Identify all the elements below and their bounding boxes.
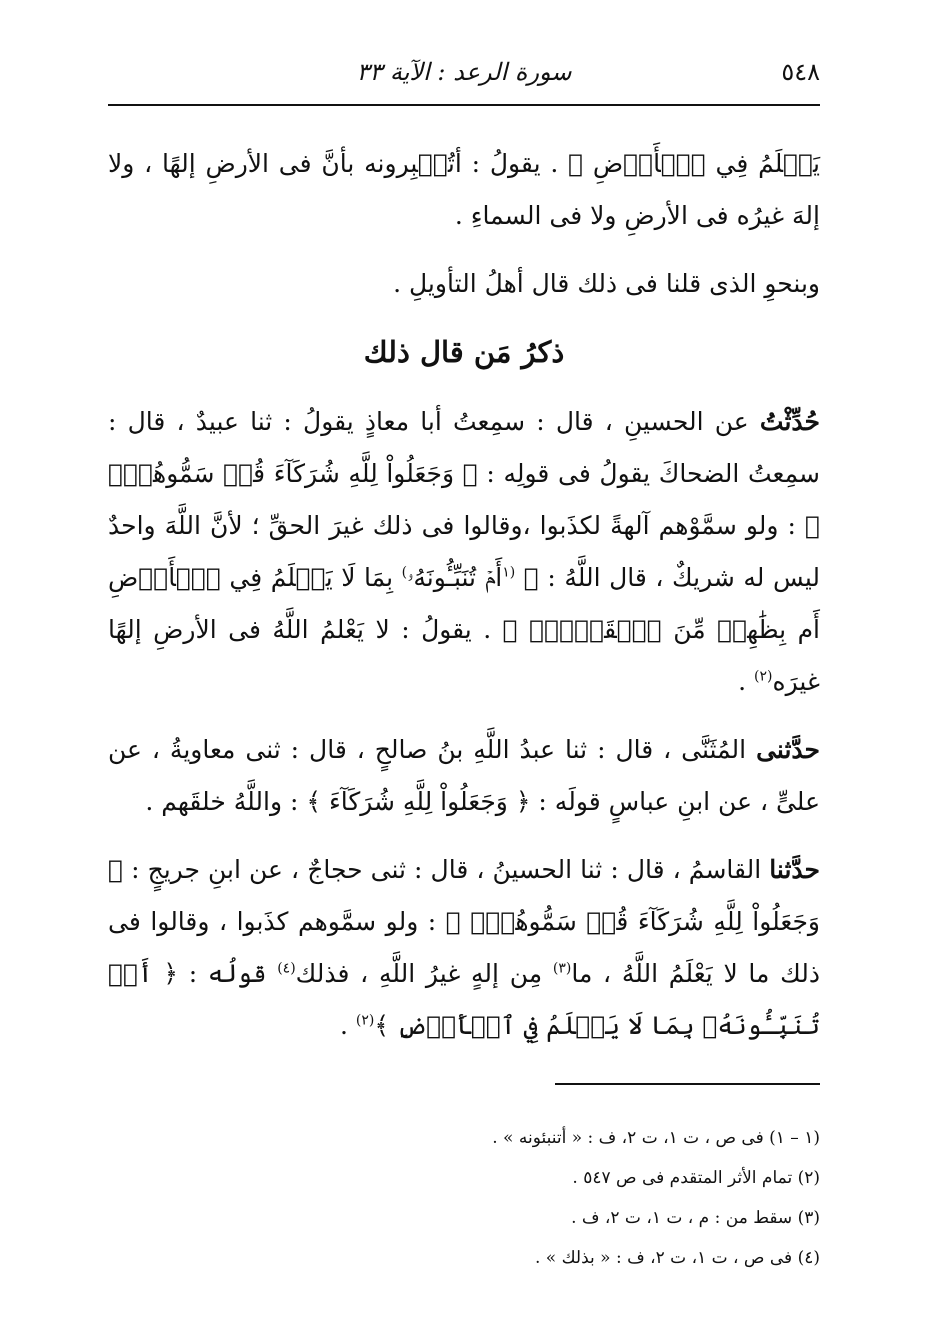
running-title: سورة الرعد : الآية ٣٣ bbox=[356, 58, 572, 86]
paragraph-5 bbox=[108, 844, 820, 1052]
footnote-ref-1-open: (١ bbox=[502, 564, 516, 581]
paragraph-3-text-a: عن الحسينِ ، قال : سمِعتُ أبا معاذٍ يقولُ : ثنا عبيدٌ ، قال : سمِعتُ الضحاكَ يقولُ فى قولِه : ﴿ وَجَعَلُواْ لِلَّهِ شُرَكَآءَ قُلۡ سَمُّوهُمۡۚ ﴾ : ولو سمَّوْهم آلهةً لكذَبوا ،وقالوا فى ذلك غيرَ الحقِّ ؛ لأنَّ اللَّهَ واحدٌ ليس له شريكٌ ، قال اللَّهُ : ﴿ bbox=[108, 407, 821, 592]
footnote-rule bbox=[555, 1083, 820, 1085]
header-rule bbox=[108, 104, 820, 106]
page-number: ٥٤٨ bbox=[781, 58, 820, 86]
paragraph-1: يَعۡلَمُ فِي ٱلۡأَرۡضِ ﴾ . يقولُ : أتُخۡبِرونه بأنَّ فى الأرضِ إلهًا ، ولا إلهَ غيرُه فى الأرضِ ولا فى السماءِ . bbox=[108, 149, 820, 230]
paragraph-3-end: . bbox=[738, 667, 755, 696]
paragraph-3 bbox=[108, 396, 820, 708]
footnote-ref-4: (٤) bbox=[277, 960, 296, 977]
section-heading: ذكرُ مَن قال ذلك bbox=[363, 335, 565, 369]
paragraph-2: وبنحوِ الذى قلنا فى ذلك قال أهلُ التأويلِ . bbox=[393, 269, 820, 298]
main-text bbox=[108, 138, 820, 1068]
footnote-3: (٣) سقط من : م ، ت ١، ت ٢، ف . bbox=[571, 1208, 820, 1228]
narration-lead: حُدِّثْتُ bbox=[759, 407, 821, 436]
footnote-ref-1-close: ) bbox=[401, 564, 408, 581]
paragraph-4 bbox=[108, 724, 820, 828]
page-header bbox=[108, 52, 820, 92]
paragraph-3-text-c: بِمَا لَا يَعۡلَمُ فِي ٱلۡأَرۡضِ أَم بِظَٰهِرٖ مِّنَ ٱلۡقَوۡلِۗ ﴾ . يقولُ : لا يَعْلمُ اللَّهُ فى الأرضِ إلهًا غيرَه bbox=[108, 563, 820, 696]
footnote-2: (٢) تمام الأثر المتقدم فى ص ٥٤٧ . bbox=[572, 1168, 820, 1188]
paragraph-4-text: المُثَنَّى ، قال : ثنا عبدُ اللَّهِ بنُ صالحٍ ، قال : ثنى معاويةُ ، عن علىٍّ ، عن ابنِ عباسٍ قولَه : ﴿ وَجَعَلُواْ لِلَّهِ شُرَكَآءَ ﴾ : واللَّهُ خلقَهم . bbox=[108, 735, 820, 816]
footnote-ref-3: (٣) bbox=[552, 960, 572, 977]
narration-lead: حدَّثنا bbox=[769, 855, 820, 884]
paragraph-3-variant: أَمۡ تُنَبِّـُٔونَهُۥ bbox=[407, 563, 503, 592]
footnote-ref-2b: (٢) bbox=[355, 1012, 375, 1029]
footnote-ref-2: (٢) bbox=[754, 668, 773, 685]
narration-lead: حدَّثنى bbox=[756, 735, 820, 764]
paragraph-5-text-a: القاسمُ ، قال : ثنا الحسينُ ، قال : ثنى حجاجٌ ، عن ابنِ جريجٍ : ﴿ وَجَعَلُواْ لِلَّهِ شُرَكَآءَ قُلۡ سَمُّوهُمۡۚ ﴾ : ولو سمَّوهم كذَبوا ، وقالوا فى ذلك ما لا يَعْلَمُ اللَّهُ ، ما bbox=[108, 855, 820, 988]
paragraph-5-text-b: مِن إلهٍ غيرُ اللَّهِ ، فذلك bbox=[295, 959, 553, 988]
footnotes bbox=[108, 1118, 820, 1278]
footnote-4: (٤) فى ص ، ت ١، ت ٢، ف : « بذلك » . bbox=[534, 1248, 820, 1268]
paragraph-5-text-c: قولُه : ﴿ أَمۡ تُنَبِّـُٔونَهُۥ بِمَا لَا يَعۡلَمُ فِي ٱلۡأَرۡضِ ﴾ bbox=[108, 959, 820, 1040]
footnote-1: (١ – ١) فى ص ، ت ١، ت ٢، ف : « أتنبئونه » . bbox=[492, 1128, 820, 1148]
paragraph-5-end: . bbox=[339, 1011, 356, 1040]
